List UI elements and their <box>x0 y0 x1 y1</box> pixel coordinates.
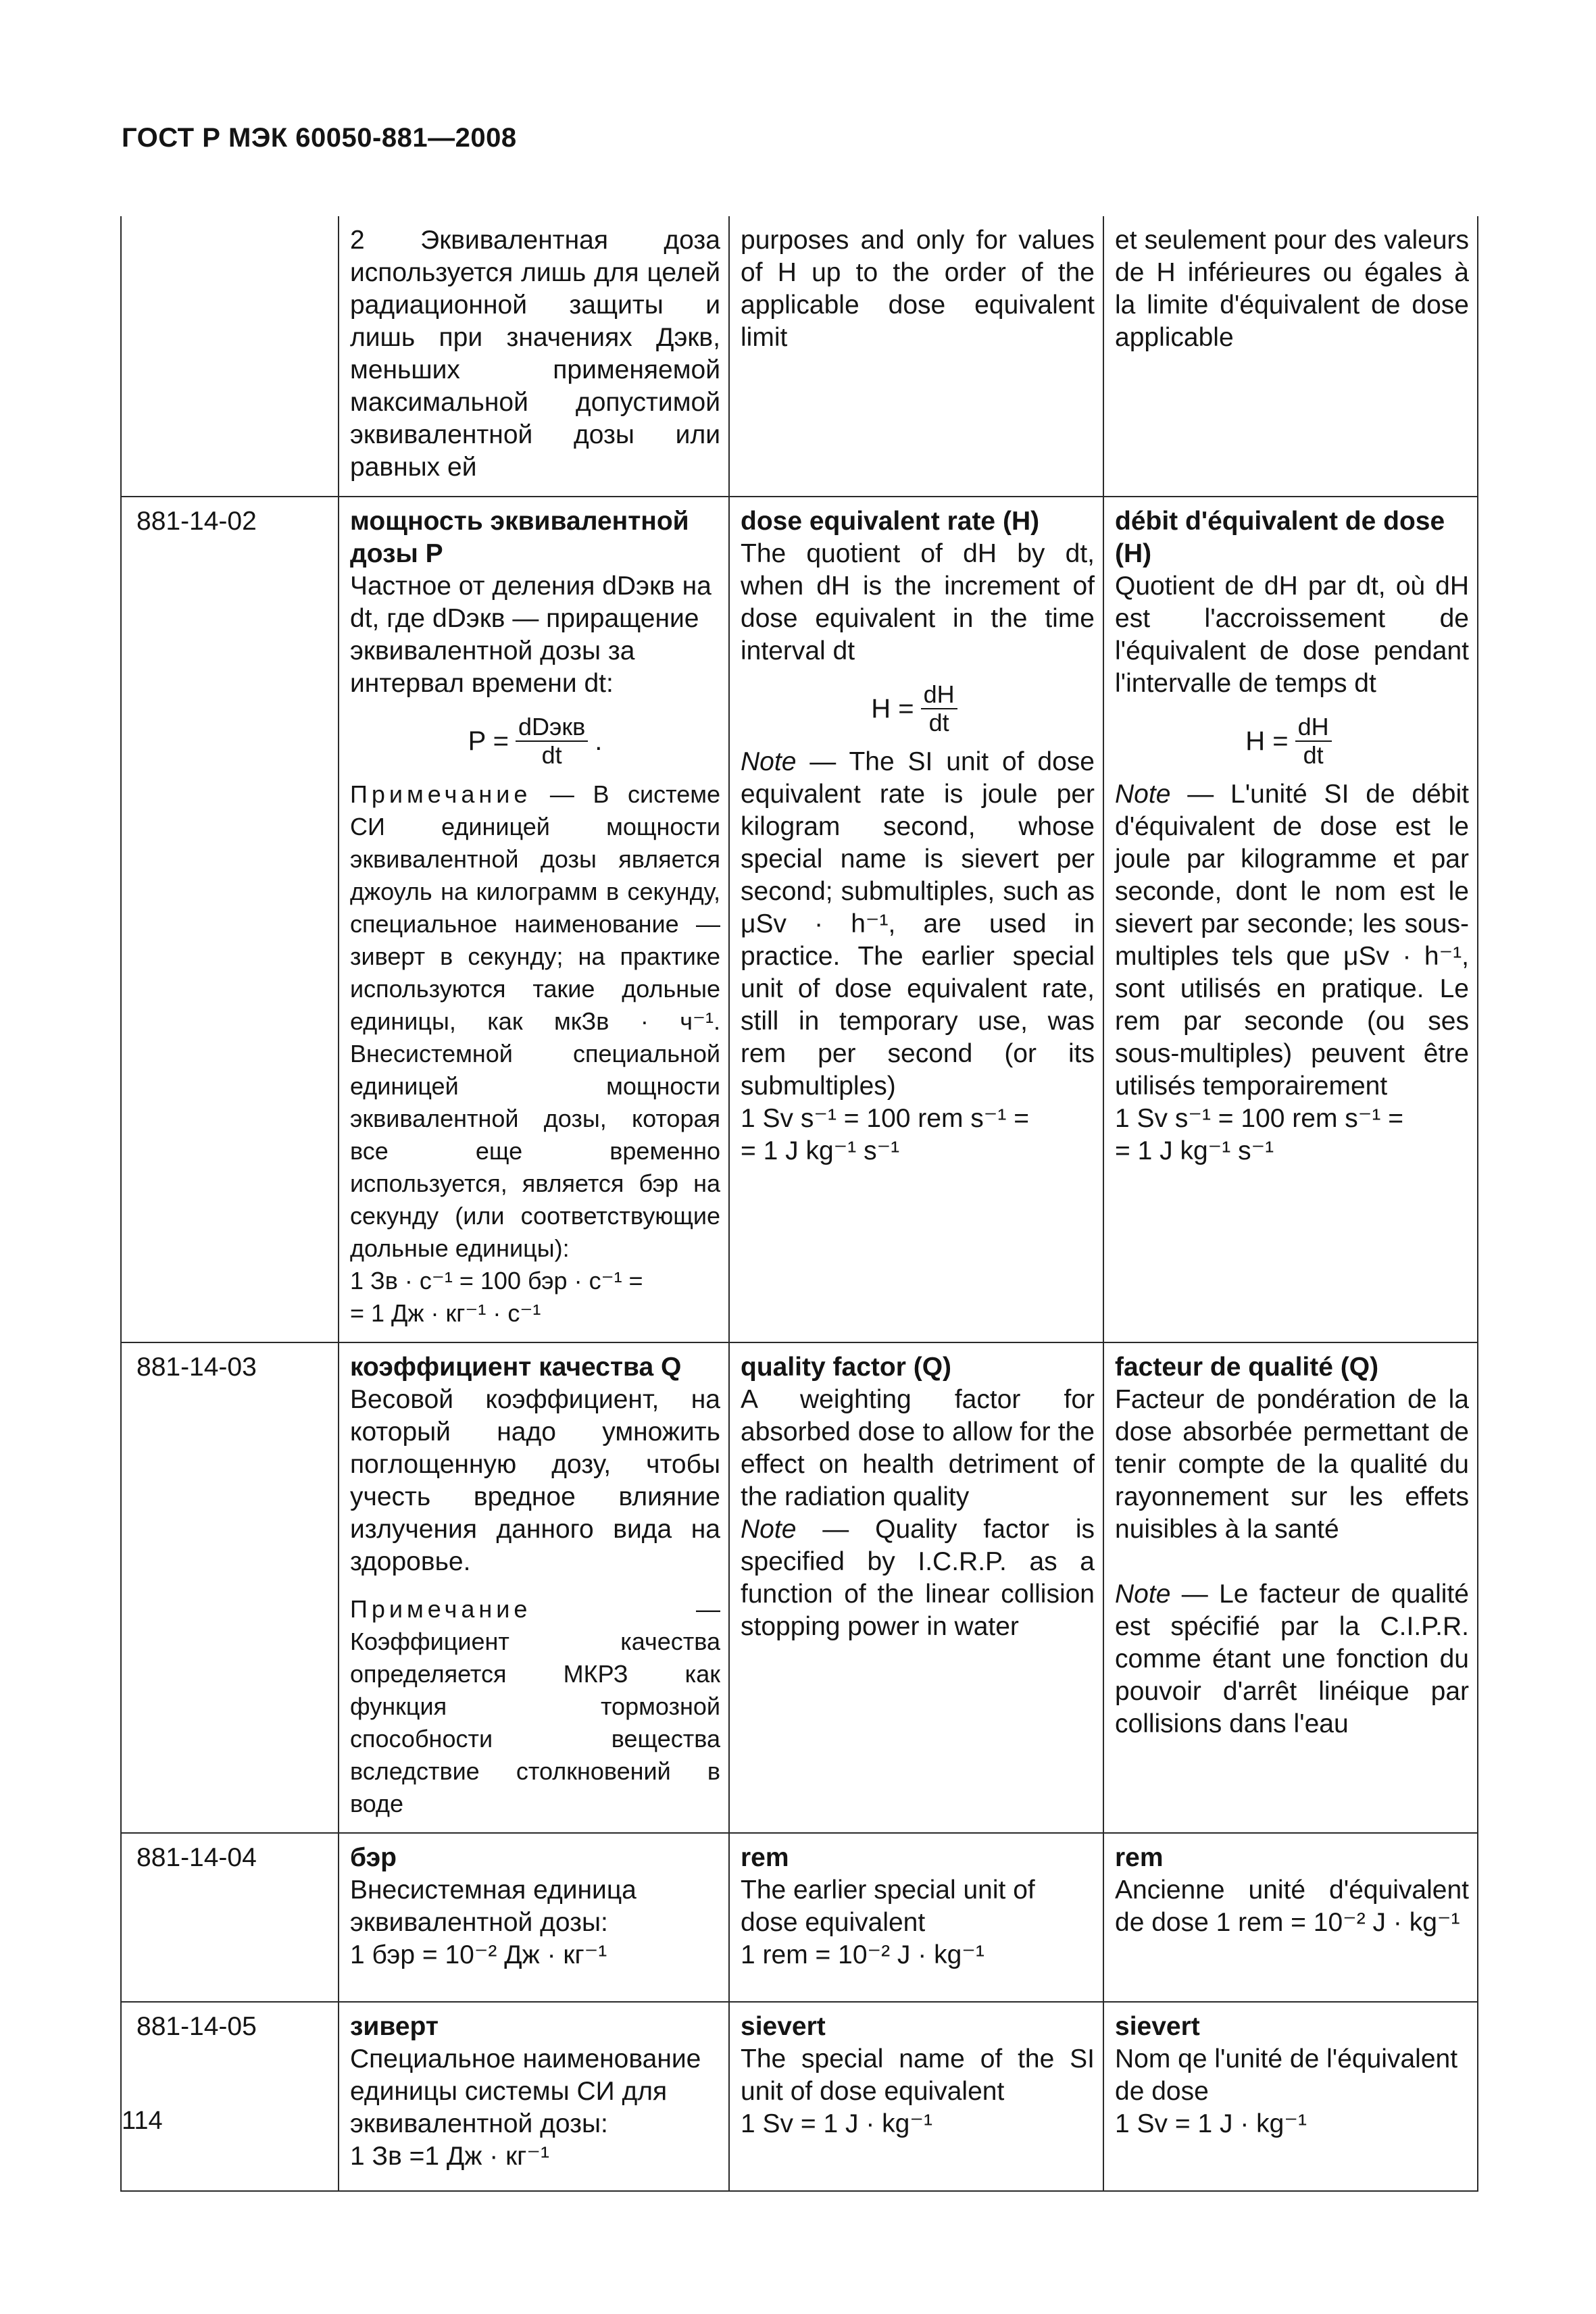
ru-cell <box>339 216 729 497</box>
table-row <box>121 2002 1478 2191</box>
entry-id-cell: 881-14-02 <box>121 497 339 1342</box>
formula-numerator: dH <box>1295 713 1332 742</box>
formula-numerator: dDэкв <box>516 713 588 742</box>
table-row <box>121 1342 1478 1833</box>
fr-term: rem <box>1115 1843 1164 1872</box>
fr-formula <box>1115 713 1469 769</box>
ru-formula <box>350 713 720 769</box>
ru-equation-line-1: 1 Зв =1 Дж · кг⁻¹ <box>350 2142 549 2171</box>
en-term: dose equivalent rate (H) <box>741 507 1040 536</box>
fr-note <box>1115 778 1469 1103</box>
ru-equation-line-1: 1 бэр = 10⁻² Дж · кг⁻¹ <box>350 1940 607 1969</box>
en-cell <box>729 497 1103 1342</box>
en-formula <box>741 681 1095 736</box>
en-definition: The quotient of dH by dt, when dH is the increment of dose equivalent in the time interval dt <box>741 539 1095 665</box>
table-row <box>121 497 1478 1342</box>
ru-equation-line-1: 1 Зв · с⁻¹ = 100 бэр · с⁻¹ = <box>350 1267 643 1294</box>
ru-note-text: 2 Эквивалентная доза используется лишь для целей радиационной защиты и лишь при значениях Дэкв, меньших применяемой максимальной допустимой эквивалентной дозы или равных ей <box>350 226 720 482</box>
ru-definition: Специальное наименование единицы системы СИ для эквивалентной дозы: <box>350 2044 701 2138</box>
note-text: — В системе СИ единицей мощности эквивалентной дозы является джоуль на килограмм в секунду, специальное наименование — зиверт в секунду; на практике используются такие дольные единицы, как мкЗв · ч⁻¹. Внесистемной специальной единицей мощности эквивалентной дозы, которая все еще временно используется, является бэр на секунду (или соответствующие дольные единицы): <box>350 780 720 1262</box>
ru-term: коэффициент качества Q <box>350 1353 682 1382</box>
en-equation-line-1: 1 rem = 10⁻² J · kg⁻¹ <box>741 1940 984 1969</box>
ru-cell <box>339 2002 729 2191</box>
formula-denominator: dt <box>541 741 562 769</box>
note-text: — Quality factor is specified by I.C.R.P. as a function of the linear collision stopping power in water <box>741 1515 1095 1641</box>
terms-table <box>120 216 1478 2192</box>
fr-cell <box>1103 216 1478 497</box>
note-label: Note <box>741 1515 797 1544</box>
formula-tail: . <box>595 726 603 756</box>
formula-denominator: dt <box>928 709 949 736</box>
ru-definition: Весовой коэффициент, на который надо умножить поглощенную дозу, чтобы учесть вредное влияние излучения данного вида на здоровье. <box>350 1385 720 1576</box>
page-number: 114 <box>122 2107 163 2135</box>
ru-term: зиверт <box>350 2012 439 2041</box>
fr-definition: Nom qe l'unité de l'équivalent de dose <box>1115 2044 1458 2106</box>
document-header-title: ГОСТ Р МЭК 60050-881—2008 <box>122 123 517 153</box>
formula-denominator: dt <box>1303 741 1324 769</box>
table-row <box>121 216 1478 497</box>
en-note <box>741 1513 1095 1643</box>
ru-equation-line-2: = 1 Дж · кг⁻¹ · с⁻¹ <box>350 1299 541 1327</box>
en-definition: A weighting factor for absorbed dose to allow for the effect on health detriment of the radiation quality <box>741 1385 1095 1511</box>
fr-term: sievert <box>1115 2012 1200 2041</box>
fr-equation-line-2: = 1 J kg⁻¹ s⁻¹ <box>1115 1136 1274 1165</box>
formula-fraction <box>516 713 588 769</box>
fr-term: débit d'équivalent de dose (H) <box>1115 507 1445 568</box>
en-note <box>741 746 1095 1103</box>
formula-fraction <box>921 681 957 736</box>
en-definition: The earlier special unit of dose equivalent <box>741 1876 1035 1937</box>
en-term: rem <box>741 1843 789 1872</box>
fr-definition: Quotient de dH par dt, où dH est l'accroissement de l'équivalent de dose pendant l'intervalle de temps dt <box>1115 572 1469 698</box>
fr-definition: Facteur de pondération de la dose absorbée permettant de tenir compte de la qualité du rayonnement sur les effets nuisibles à la santé <box>1115 1385 1469 1544</box>
fr-equation-line-1: 1 Sv s⁻¹ = 100 rem s⁻¹ = <box>1115 1104 1403 1133</box>
note-label: Note <box>1115 1580 1171 1609</box>
note-text: — Le facteur de qualité est spécifié par la C.I.P.R. comme étant une fonction du pouvoir d'arrêt linéique par collisions dans l'eau <box>1115 1580 1469 1738</box>
ru-cell <box>339 1833 729 2002</box>
entry-id-cell: 881-14-03 <box>121 1342 339 1833</box>
note-text: — Коэффициент качества определяется МКРЗ как функция тормозной способности вещества вследствие столкновений в воде <box>350 1595 720 1817</box>
fr-cell <box>1103 2002 1478 2191</box>
note-label: Note <box>1115 780 1171 809</box>
note-label: Примечание <box>350 780 532 808</box>
en-equation-line-1: 1 Sv = 1 J · kg⁻¹ <box>741 2109 932 2138</box>
formula-lhs: P = <box>468 726 509 756</box>
en-cell <box>729 216 1103 497</box>
en-term: sievert <box>741 2012 826 2041</box>
en-definition: The special name of the SI unit of dose equivalent <box>741 2044 1095 2106</box>
entry-id-cell <box>121 216 339 497</box>
ru-cell <box>339 497 729 1342</box>
formula-fraction <box>1295 713 1332 769</box>
table-row <box>121 1833 1478 2002</box>
formula-lhs: H = <box>1245 726 1289 756</box>
ru-definition: Внесистемная единица эквивалентной дозы: <box>350 1876 637 1937</box>
fr-definition: Ancienne unité d'équivalent de dose 1 rem = 10⁻² J · kg⁻¹ <box>1115 1876 1469 1937</box>
formula-lhs: H = <box>871 694 914 724</box>
fr-cell <box>1103 1833 1478 2002</box>
ru-definition: Частное от деления dDэкв на dt, где dDэкв — приращение эквивалентной дозы за интервал времени dt: <box>350 572 712 698</box>
note-label: Note <box>741 747 797 776</box>
fr-equation-line-1: 1 Sv = 1 J · kg⁻¹ <box>1115 2109 1307 2138</box>
en-cell <box>729 1833 1103 2002</box>
en-text: purposes and only for values of H up to the order of the applicable dose equivalent limit <box>741 226 1095 352</box>
fr-term: facteur de qualité (Q) <box>1115 1353 1379 1382</box>
fr-note <box>1115 1578 1469 1740</box>
en-equation-line-2: = 1 J kg⁻¹ s⁻¹ <box>741 1136 900 1165</box>
en-cell <box>729 2002 1103 2191</box>
ru-cell <box>339 1342 729 1833</box>
ru-note <box>350 778 720 1265</box>
note-text: — The SI unit of dose equivalent rate is joule per kilogram second, whose special name is sievert per second; submultiples, such as μSv · h⁻¹, are used in practice. The earlier special unit of dose equivalent rate, still in temporary use, was rem per second (or its submultiples) <box>741 747 1095 1101</box>
en-cell <box>729 1342 1103 1833</box>
entry-id-cell: 881-14-04 <box>121 1833 339 2002</box>
en-term: quality factor (Q) <box>741 1353 952 1382</box>
ru-term: бэр <box>350 1843 397 1872</box>
fr-cell <box>1103 1342 1478 1833</box>
en-equation-line-1: 1 Sv s⁻¹ = 100 rem s⁻¹ = <box>741 1104 1029 1133</box>
entry-id-cell: 881-14-05 <box>121 2002 339 2191</box>
fr-text: et seulement pour des valeurs de H inférieures ou égales à la limite d'équivalent de dose applicable <box>1115 226 1469 352</box>
fr-cell <box>1103 497 1478 1342</box>
note-text: — L'unité SI de débit d'équivalent de dose est le joule par kilogramme et par seconde, dont le nom est le sievert par seconde; les sous-multiples tels que μSv · h⁻¹, sont utilisés en pratique. Le rem par seconde (ou ses sous-multiples) peuvent être utilisés temporairement <box>1115 780 1469 1101</box>
note-label: Примечание <box>350 1595 532 1623</box>
formula-numerator: dH <box>921 681 957 709</box>
ru-term: мощность эквивалентной дозы P <box>350 507 689 568</box>
ru-note <box>350 1593 720 1820</box>
